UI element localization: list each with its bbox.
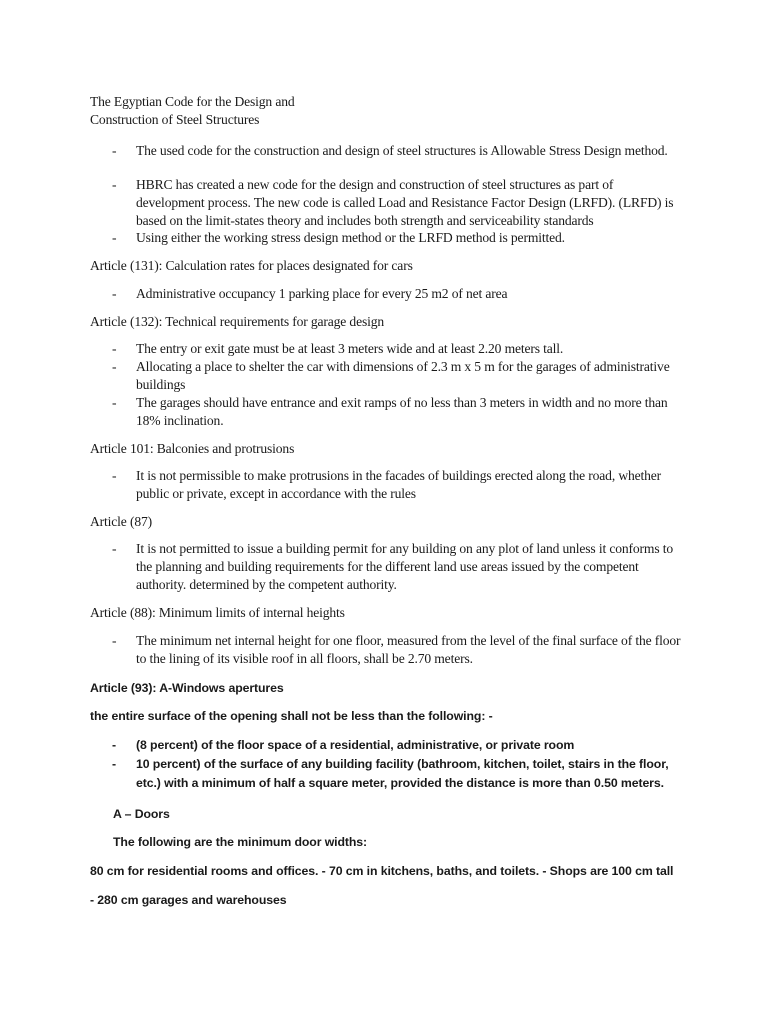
bullet-dash: -: [112, 395, 117, 410]
list-item-text: The used code for the construction and design of steel structures is Allowable Stress Design method.: [136, 143, 668, 158]
list-item: [112, 467, 682, 503]
doors-line-2: - 280 cm garages and warehouses: [90, 893, 287, 907]
list-item-text: HBRC has created a new code for the design and construction of steel structures as part of development process. The new code is called Load and Resistance Factor Design (LRFD). (LRFD) is based on the limit-states theory and includes both strength and serviceability standards: [136, 177, 674, 228]
bullet-dash: -: [112, 230, 117, 245]
list-item: [112, 736, 692, 755]
list-item: [112, 142, 682, 160]
list-item-text: The minimum net internal height for one floor, measured from the level of the final surface of the floor to the lining of its visible roof in all floors, shall be 2.70 meters.: [136, 633, 681, 666]
list-item: [112, 340, 682, 358]
list-item: [112, 358, 682, 394]
list-item: [112, 229, 682, 247]
article-131-heading: Article (131): Calculation rates for places designated for cars: [90, 258, 413, 273]
list-item-text: 10 percent) of the surface of any building facility (bathroom, kitchen, toilet, stairs in the floor, etc.) with a minimum of half a square meter, provided the distance is more than 0.50 meters.: [136, 757, 669, 790]
list-item-text: Using either the working stress design method or the LRFD method is permitted.: [136, 230, 565, 245]
list-item-text: Administrative occupancy 1 parking place for every 25 m2 of net area: [136, 286, 508, 301]
bullet-dash: -: [112, 468, 117, 483]
list-item-text: It is not permissible to make protrusions in the facades of buildings erected along the road, whether public or private, except in accordance with the rules: [136, 468, 662, 501]
bullet-dash: -: [112, 738, 116, 752]
list-item-text: The garages should have entrance and exit ramps of no less than 3 meters in width and no more than 18% inclination.: [136, 395, 668, 428]
list-item-text: It is not permitted to issue a building permit for any building on any plot of land unless it conforms to the planning and building requirements for the different land use areas issued by the competent authority. determined by the competent authority.: [136, 541, 673, 592]
document-title: [90, 93, 390, 129]
doors-heading: A – Doors: [113, 807, 170, 821]
bullet-dash: -: [112, 633, 117, 648]
article-93-intro: the entire surface of the opening shall not be less than the following: -: [90, 709, 493, 723]
list-item: [112, 285, 682, 303]
list-item: [112, 540, 682, 594]
bullet-dash: -: [112, 341, 117, 356]
bullet-dash: -: [112, 359, 117, 374]
bullet-dash: -: [112, 286, 117, 301]
article-132-heading: Article (132): Technical requirements for garage design: [90, 314, 385, 329]
article-88-heading: Article (88): Minimum limits of internal heights: [90, 605, 345, 620]
bullet-dash: -: [112, 143, 117, 158]
title-line-2: Construction of Steel Structures: [90, 112, 260, 127]
bullet-dash: -: [112, 177, 117, 192]
doors-intro: The following are the minimum door widths:: [113, 835, 368, 849]
list-item: [112, 176, 682, 230]
doors-line-1: 80 cm for residential rooms and offices. - 70 cm in kitchens, baths, and toilets. - Shops are 100 cm tall: [90, 864, 674, 878]
list-item: [112, 755, 692, 793]
list-item: [112, 394, 682, 430]
list-item-text: The entry or exit gate must be at least 3 meters wide and at least 2.20 meters tall.: [136, 341, 564, 356]
bullet-dash: -: [112, 541, 117, 556]
list-item-text: (8 percent) of the floor space of a residential, administrative, or private room: [136, 738, 575, 752]
article-101-heading: Article 101: Balconies and protrusions: [90, 441, 295, 456]
bullet-dash: -: [112, 757, 116, 771]
list-item-text: Allocating a place to shelter the car with dimensions of 2.3 m x 5 m for the garages of administrative buildings: [136, 359, 670, 392]
article-87-heading: Article (87): [90, 514, 152, 529]
title-line-1: The Egyptian Code for the Design and: [90, 94, 295, 109]
list-item: [112, 632, 682, 668]
article-93-heading: Article (93): A-Windows apertures: [90, 681, 284, 695]
